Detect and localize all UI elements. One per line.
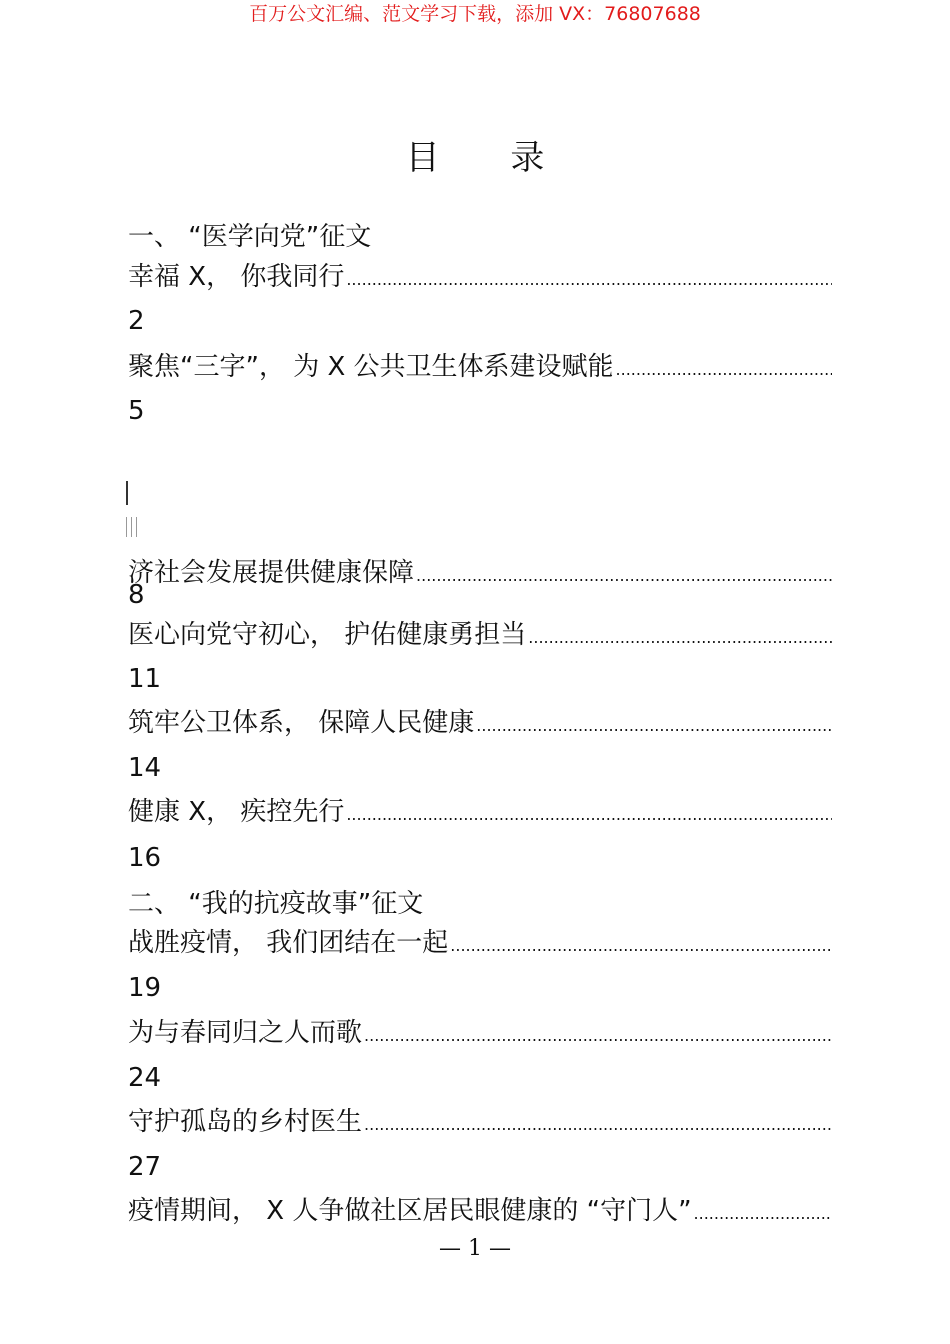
toc-leader-dots <box>416 568 832 584</box>
toc-entry-page: 24 <box>128 1063 162 1093</box>
toc-entry-page: 14 <box>128 753 162 783</box>
toc-entry-page: 19 <box>128 973 162 1003</box>
toc-entry[interactable] <box>128 1018 832 1048</box>
toc-entry-title: 聚焦“三字”， 为 X 公共卫生体系建设赋能 <box>128 352 614 382</box>
toc-leader-dots <box>616 362 832 378</box>
toc-entry[interactable] <box>128 928 832 958</box>
toc-entry-title: 健康 X， 疾控先行 <box>128 797 345 827</box>
toc-entry-title: 医心向党守初心， 护佑健康勇担当 <box>128 620 527 650</box>
toc-entry-title: 战胜疫情， 我们团结在一起 <box>128 928 449 958</box>
watermark-banner: 百万公文汇编、范文学习下载，添加 VX：76807688 <box>249 3 701 25</box>
toc-entry[interactable] <box>128 620 832 650</box>
toc-entry-title: 幸福 X， 你我同行 <box>128 262 345 292</box>
stray-mark <box>126 517 127 537</box>
toc-entry-page: 5 <box>128 396 145 426</box>
toc-leader-dots <box>694 1206 832 1222</box>
toc-leader-dots <box>346 807 832 823</box>
page-number-footer: — 1 — <box>439 1236 511 1261</box>
toc-entry-page: 2 <box>128 306 145 336</box>
stray-mark <box>131 517 132 537</box>
toc-entry-title: 守护孤岛的乡村医生 <box>128 1107 363 1137</box>
toc-entry-page: 11 <box>128 664 162 694</box>
section-heading-1: 一、 “医学向党”征文 <box>128 222 372 252</box>
toc-leader-dots <box>346 272 832 288</box>
toc-entry-page: 8 <box>128 580 145 610</box>
toc-entry-page: 27 <box>128 1152 162 1182</box>
toc-leader-dots <box>528 630 832 646</box>
stray-mark <box>136 517 137 537</box>
toc-leader-dots <box>450 938 832 954</box>
toc-leader-dots <box>476 718 832 734</box>
toc-entry-page: 16 <box>128 843 162 873</box>
toc-entry-title: 为与春同归之人而歌 <box>128 1018 363 1048</box>
toc-leader-dots <box>364 1028 832 1044</box>
toc-entry-title: 筑牢公卫体系， 保障人民健康 <box>128 708 475 738</box>
toc-entry[interactable] <box>128 1196 832 1226</box>
toc-leader-dots <box>364 1117 832 1133</box>
toc-entry-title: 疫情期间， X 人争做社区居民眼健康的 “守门人” <box>128 1196 692 1226</box>
stray-mark <box>126 481 128 505</box>
toc-entry[interactable] <box>128 708 832 738</box>
toc-entry[interactable] <box>128 352 832 382</box>
toc-entry[interactable] <box>128 797 832 827</box>
toc-entry[interactable] <box>128 558 832 588</box>
section-heading-2: 二、 “我的抗疫故事”征文 <box>128 889 424 919</box>
toc-entry-title: 济社会发展提供健康保障 <box>128 558 415 588</box>
toc-entry[interactable] <box>128 262 832 292</box>
toc-entry[interactable] <box>128 1107 832 1137</box>
page-title: 目 录 <box>405 138 575 178</box>
